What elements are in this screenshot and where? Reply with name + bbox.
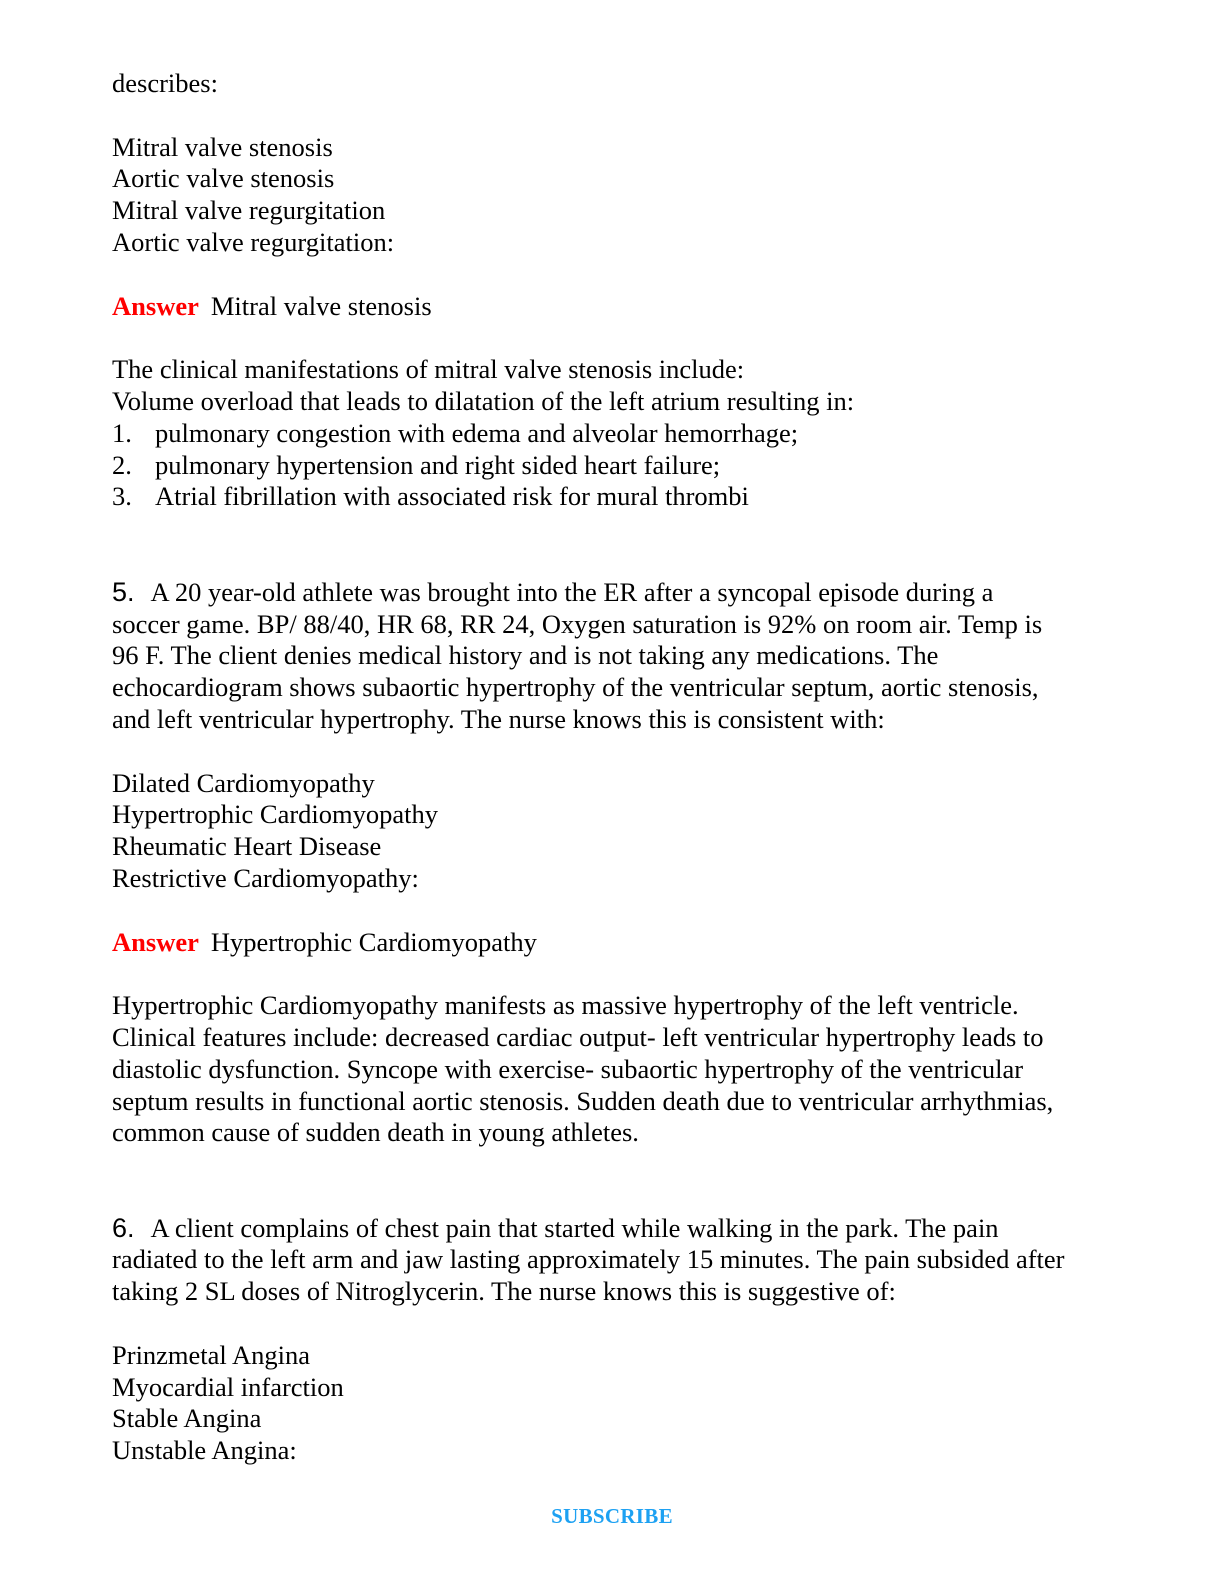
- answer-label: Answer: [112, 926, 199, 957]
- answer-text: Hypertrophic Cardiomyopathy: [210, 926, 537, 957]
- option-item: Aortic valve regurgitation:: [112, 226, 395, 257]
- options-list: [112, 132, 1112, 259]
- numbered-list-item: [112, 481, 1112, 513]
- question-line: radiated to the left arm and jaw lasting approximately 15 minutes. The pain subsided after: [112, 1244, 1065, 1275]
- spacer: [112, 259, 1112, 291]
- question-number: 6.: [112, 1212, 135, 1243]
- question-line: and left ventricular hypertrophy. The nurse knows this is consistent with:: [112, 703, 885, 734]
- explanation-line: Clinical features include: decreased cardiac output- left ventricular hypertrophy leads to: [112, 1021, 1044, 1052]
- list-text: Atrial fibrillation with associated risk for mural thrombi: [155, 481, 749, 512]
- list-text: pulmonary congestion with edema and alveolar hemorrhage;: [155, 417, 799, 448]
- spacer: [112, 736, 1112, 768]
- subscribe-link[interactable]: SUBSCRIBE: [551, 1504, 673, 1528]
- question-5: [112, 577, 1112, 736]
- option-item: Myocardial infarction: [112, 1371, 344, 1402]
- explanation-line: common cause of sudden death in young athletes.: [112, 1117, 639, 1148]
- document-page: [112, 68, 1112, 1467]
- spacer: [112, 1308, 1112, 1340]
- option-item: Restrictive Cardiomyopathy:: [112, 862, 419, 893]
- list-text: pulmonary hypertension and right sided heart failure;: [155, 449, 721, 480]
- answer-line: [112, 927, 1112, 959]
- question-intro-tail: describes:: [112, 68, 218, 98]
- question-line: taking 2 SL doses of Nitroglycerin. The nurse knows this is suggestive of:: [112, 1276, 896, 1307]
- option-item: Stable Angina: [112, 1403, 262, 1434]
- question-line: echocardiogram shows subaortic hypertrophy of the ventricular septum, aortic stenosis,: [112, 672, 1039, 703]
- option-item: Rheumatic Heart Disease: [112, 831, 382, 862]
- question-text: A client complains of chest pain that started while walking in the park. The pain: [150, 1212, 999, 1243]
- option-item: Mitral valve regurgitation: [112, 195, 386, 226]
- question-6: [112, 1213, 1112, 1308]
- list-number: 3.: [112, 481, 132, 512]
- spacer: [112, 545, 1112, 577]
- spacer: [112, 1149, 1112, 1181]
- spacer: [112, 322, 1112, 354]
- options-list: [112, 1340, 1112, 1467]
- explanation-line: Volume overload that leads to dilatation of the left atrium resulting in:: [112, 385, 855, 416]
- option-item: Dilated Cardiomyopathy: [112, 767, 375, 798]
- answer-text: Mitral valve stenosis: [210, 290, 432, 321]
- options-list: [112, 768, 1112, 895]
- spacer: [112, 958, 1112, 990]
- question-line: 96 F. The client denies medical history and is not taking any medications. The: [112, 640, 939, 671]
- explanation: [112, 354, 1112, 513]
- question-text: A 20 year-old athlete was brought into the ER after a syncopal episode during a: [150, 576, 994, 607]
- answer-label: Answer: [112, 290, 199, 321]
- option-item: Prinzmetal Angina: [112, 1339, 310, 1370]
- spacer: [112, 895, 1112, 927]
- spacer: [112, 100, 1112, 132]
- spacer: [112, 1181, 1112, 1213]
- question-line: [112, 1213, 1112, 1245]
- spacer: [112, 513, 1112, 545]
- question-line: soccer game. BP/ 88/40, HR 68, RR 24, Oxygen saturation is 92% on room air. Temp is: [112, 608, 1043, 639]
- numbered-list: [112, 418, 1112, 513]
- explanation: [112, 990, 1112, 1149]
- option-item: Hypertrophic Cardiomyopathy: [112, 799, 439, 830]
- explanation-line: diastolic dysfunction. Syncope with exercise- subaortic hypertrophy of the ventricular: [112, 1053, 1024, 1084]
- answer-line: [112, 291, 1112, 323]
- numbered-list-item: [112, 450, 1112, 482]
- explanation-line: Hypertrophic Cardiomyopathy manifests as massive hypertrophy of the left ventricle.: [112, 990, 1019, 1021]
- option-item: Unstable Angina:: [112, 1435, 297, 1466]
- list-number: 2.: [112, 449, 132, 480]
- explanation-line: The clinical manifestations of mitral valve stenosis include:: [112, 354, 745, 385]
- numbered-list-item: [112, 418, 1112, 450]
- explanation-line: septum results in functional aortic stenosis. Sudden death due to ventricular arrhythmias,: [112, 1085, 1054, 1116]
- question-line: [112, 577, 1112, 609]
- question-number: 5.: [112, 576, 135, 607]
- option-item: Mitral valve stenosis: [112, 131, 333, 162]
- list-number: 1.: [112, 417, 132, 448]
- option-item: Aortic valve stenosis: [112, 163, 335, 194]
